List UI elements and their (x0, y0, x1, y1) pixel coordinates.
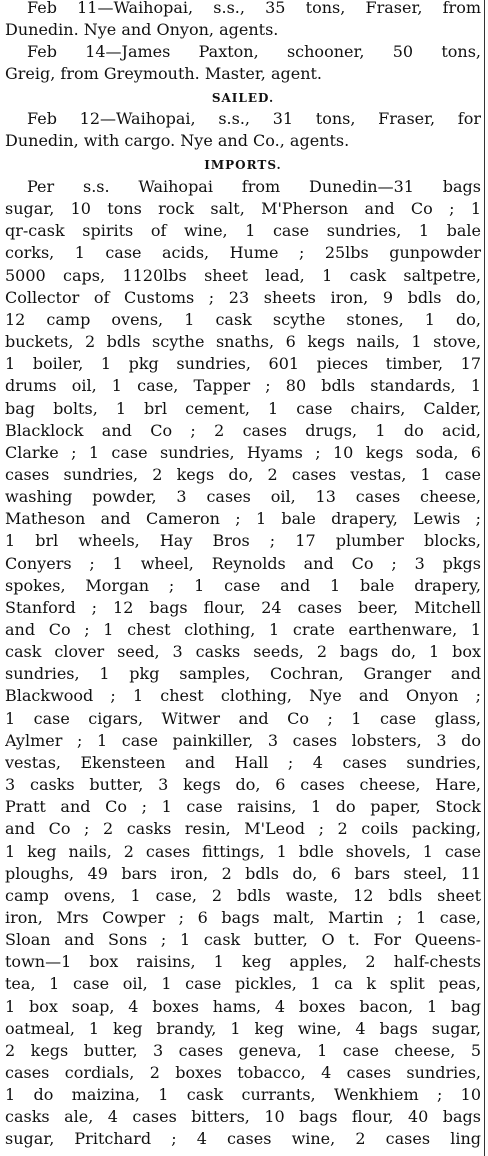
imports-heading: IMPORTS. (204, 158, 282, 172)
imports-line: vestas, Ekensteen and Hall ; 4 cases sundries, (5, 753, 481, 772)
imports-line: drums oil, 1 case, Tapper ; 80 bdls standards, 1 (5, 376, 481, 395)
imports-line: 2 kegs butter, 3 cases geneva, 1 case cheese, 5 (5, 1041, 481, 1060)
imports-line: Stanford ; 12 bags flour, 24 cases beer, Mitchell (5, 598, 481, 617)
imports-line: town—1 box raisins, 1 keg apples, 2 half-chests (5, 952, 481, 971)
imports-line: Aylmer ; 1 case painkiller, 3 cases lobsters, 3 do (5, 731, 481, 750)
imports-line: spokes, Morgan ; 1 case and 1 bale drapery, (5, 576, 481, 595)
imports-line: cases cordials, 2 boxes tobacco, 4 cases sundries, (5, 1063, 481, 1082)
imports-line: cases sundries, 2 kegs do, 2 cases vestas, 1 case (5, 465, 481, 484)
imports-line: Conyers ; 1 wheel, Reynolds and Co ; 3 pkgs (5, 554, 481, 573)
imports-line: corks, 1 case acids, Hume ; 25lbs gunpowder (5, 243, 481, 262)
sailed-heading: SAILED. (211, 91, 275, 105)
imports-line: casks ale, 4 cases bitters, 10 bags flour, 40 bags (5, 1107, 481, 1126)
imports-line: bag bolts, 1 brl cement, 1 case chairs, Calder, (5, 399, 481, 418)
sailed-line-2: Dunedin, with cargo. Nye and Co., agents. (5, 131, 350, 150)
imports-line: 1 boiler, 1 pkg sundries, 601 pieces timber, 17 (5, 354, 481, 373)
imports-line: cask clover seed, 3 casks seeds, 2 bags do, 1 box (5, 642, 481, 661)
imports-line: sugar, Pritchard ; 4 cases wine, 2 cases ling (5, 1129, 481, 1148)
imports-line: buckets, 2 bdls scythe snaths, 6 kegs nails, 1 stove, (5, 332, 481, 351)
imports-line: 5000 caps, 1120lbs sheet lead, 1 cask saltpetre, (5, 266, 481, 285)
imports-line: Blackwood ; 1 chest clothing, Nye and Onyon ; (5, 686, 481, 705)
imports-line: 1 keg nails, 2 cases fittings, 1 bdle shovels, 1 case (5, 842, 481, 861)
imports-line: and Co ; 1 chest clothing, 1 crate earthenware, 1 (5, 620, 481, 639)
arrival-2-line-1: Feb 14—James Paxton, schooner, 50 tons, (27, 42, 481, 61)
imports-line: camp ovens, 1 case, 2 bdls waste, 12 bdls sheet (5, 886, 481, 905)
imports-line: Collector of Customs ; 23 sheets iron, 9 bdls do, (5, 288, 481, 307)
imports-line: sugar, 10 tons rock salt, M'Pherson and Co ; 1 (5, 199, 481, 218)
imports-line: Blacklock and Co ; 2 cases drugs, 1 do acid, (5, 421, 481, 440)
imports-line: tea, 1 case oil, 1 case pickles, 1 ca k split peas, (5, 974, 481, 993)
imports-line: Sloan and Sons ; 1 cask butter, O t. For Queens- (5, 930, 481, 949)
imports-line: Matheson and Cameron ; 1 bale drapery, Lewis ; (5, 509, 481, 528)
imports-line: iron, Mrs Cowper ; 6 bags malt, Martin ; 1 case, (5, 908, 481, 927)
imports-line: 3 casks butter, 3 kegs do, 6 cases cheese, Hare, (5, 775, 481, 794)
arrival-1-line-2: Dunedin. Nye and Onyon, agents. (5, 20, 279, 39)
column-rule (484, 0, 485, 1156)
sailed-line-1: Feb 12—Waihopai, s.s., 31 tons, Fraser, for (27, 109, 481, 128)
imports-line: oatmeal, 1 keg brandy, 1 keg wine, 4 bags sugar, (5, 1019, 481, 1038)
imports-line: 1 case cigars, Witwer and Co ; 1 case glass, (5, 709, 481, 728)
imports-line: sundries, 1 pkg samples, Cochran, Granger and (5, 664, 481, 683)
arrival-2-line-2: Greig, from Greymouth. Master, agent. (5, 64, 323, 83)
imports-line: and Co ; 2 casks resin, M'Leod ; 2 coils packing, (5, 819, 481, 838)
imports-line: qr-cask spirits of wine, 1 case sundries, 1 bale (5, 221, 481, 240)
imports-line: 1 do maizina, 1 cask currants, Wenkhiem ; 10 (5, 1085, 481, 1104)
imports-line: washing powder, 3 cases oil, 13 cases cheese, (5, 487, 481, 506)
imports-line: Pratt and Co ; 1 case raisins, 1 do paper, Stock (5, 797, 481, 816)
arrival-1-line-1: Feb 11—Waihopai, s.s., 35 tons, Fraser, from (27, 0, 481, 17)
imports-line: Clarke ; 1 case sundries, Hyams ; 10 kegs soda, 6 (5, 443, 481, 462)
imports-line: Per s.s. Waihopai from Dunedin—31 bags (27, 177, 481, 196)
imports-line: 1 brl wheels, Hay Bros ; 17 plumber blocks, (5, 531, 481, 550)
imports-line: ploughs, 49 bars iron, 2 bdls do, 6 bars steel, 11 (5, 864, 481, 883)
imports-line: 12 camp ovens, 1 cask scythe stones, 1 do, (5, 310, 481, 329)
imports-line: 1 box soap, 4 boxes hams, 4 boxes bacon, 1 bag (5, 997, 481, 1016)
